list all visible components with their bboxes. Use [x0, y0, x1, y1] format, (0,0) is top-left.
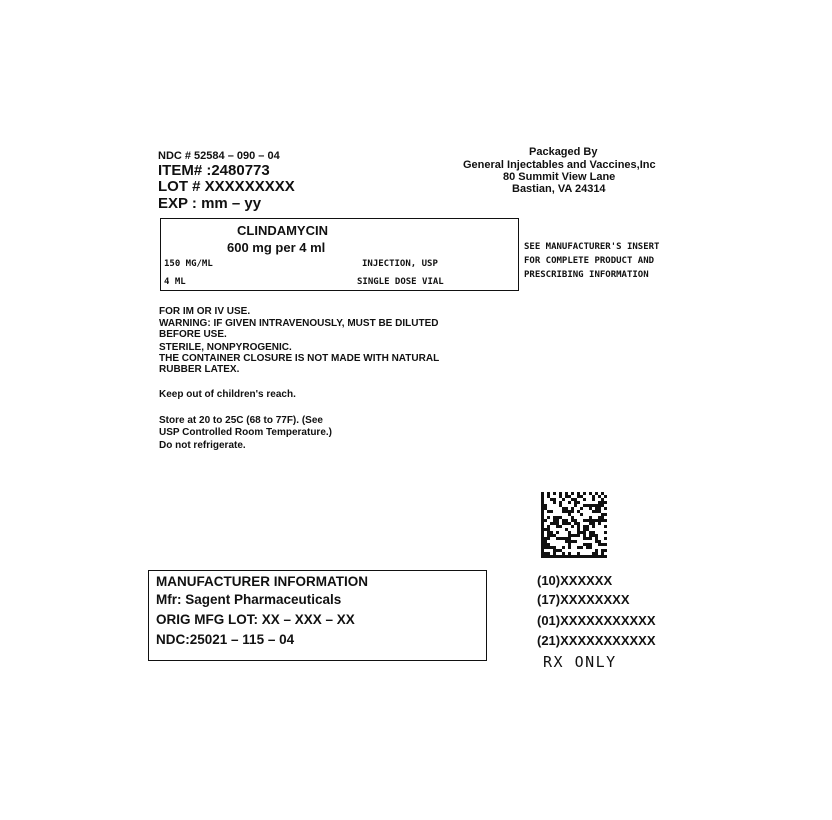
product-strength: 600 mg per 4 ml — [227, 240, 326, 255]
original-lot: ORIG MFG LOT: XX – XXX – XX — [156, 612, 355, 627]
ndc-number: NDC # 52584 – 090 – 04 — [158, 150, 280, 162]
storage-line-1: Store at 20 to 25C (68 to 77F). (See — [159, 415, 323, 426]
code-10: (10)XXXXXX — [537, 573, 613, 588]
warning-line-2: WARNING: IF GIVEN INTRAVENOUSLY, MUST BE DILUTED — [159, 318, 439, 329]
warning-line-3: BEFORE USE. — [159, 329, 227, 340]
lot-number: LOT # XXXXXXXXX — [158, 178, 295, 195]
code-01: (01)XXXXXXXXXXX — [537, 613, 656, 628]
children-warning: Keep out of children's reach. — [159, 389, 296, 400]
insert-note-line2: FOR COMPLETE PRODUCT AND — [524, 256, 655, 266]
packager-name: General Injectables and Vaccines,Inc — [463, 159, 656, 171]
product-concentration: 150 MG/ML — [164, 259, 213, 269]
packager-street: 80 Summit View Lane — [503, 171, 616, 183]
insert-note-line1: SEE MANUFACTURER'S INSERT — [524, 242, 660, 252]
warning-line-5: THE CONTAINER CLOSURE IS NOT MADE WITH NATURAL — [159, 353, 440, 364]
product-volume: 4 ML — [164, 277, 186, 287]
insert-note-line3: PRESCRIBING INFORMATION — [524, 270, 649, 280]
manufacturer-title: MANUFACTURER INFORMATION — [156, 574, 368, 589]
warning-line-6: RUBBER LATEX. — [159, 364, 240, 375]
manufacturer-name: Mfr: Sagent Pharmaceuticals — [156, 592, 342, 607]
datamatrix-barcode-icon — [539, 492, 609, 558]
packager-heading: Packaged By — [529, 146, 598, 158]
product-box — [160, 218, 519, 291]
product-vial-type: SINGLE DOSE VIAL — [357, 277, 444, 287]
code-17: (17)XXXXXXXX — [537, 592, 630, 607]
product-name: CLINDAMYCIN — [237, 223, 328, 238]
storage-line-3: Do not refrigerate. — [159, 440, 246, 451]
code-21: (21)XXXXXXXXXXX — [537, 633, 656, 648]
packager-city: Bastian, VA 24314 — [512, 183, 606, 195]
item-number: ITEM# :2480773 — [158, 162, 270, 179]
warning-line-1: FOR IM OR IV USE. — [159, 306, 251, 317]
manufacturer-ndc: NDC:25021 – 115 – 04 — [156, 632, 295, 647]
expiry-date: EXP : mm – yy — [158, 195, 262, 212]
warning-line-4: STERILE, NONPYROGENIC. — [159, 342, 292, 353]
storage-line-2: USP Controlled Room Temperature.) — [159, 427, 332, 438]
product-form: INJECTION, USP — [362, 259, 438, 269]
rx-only: RX ONLY — [543, 653, 617, 671]
